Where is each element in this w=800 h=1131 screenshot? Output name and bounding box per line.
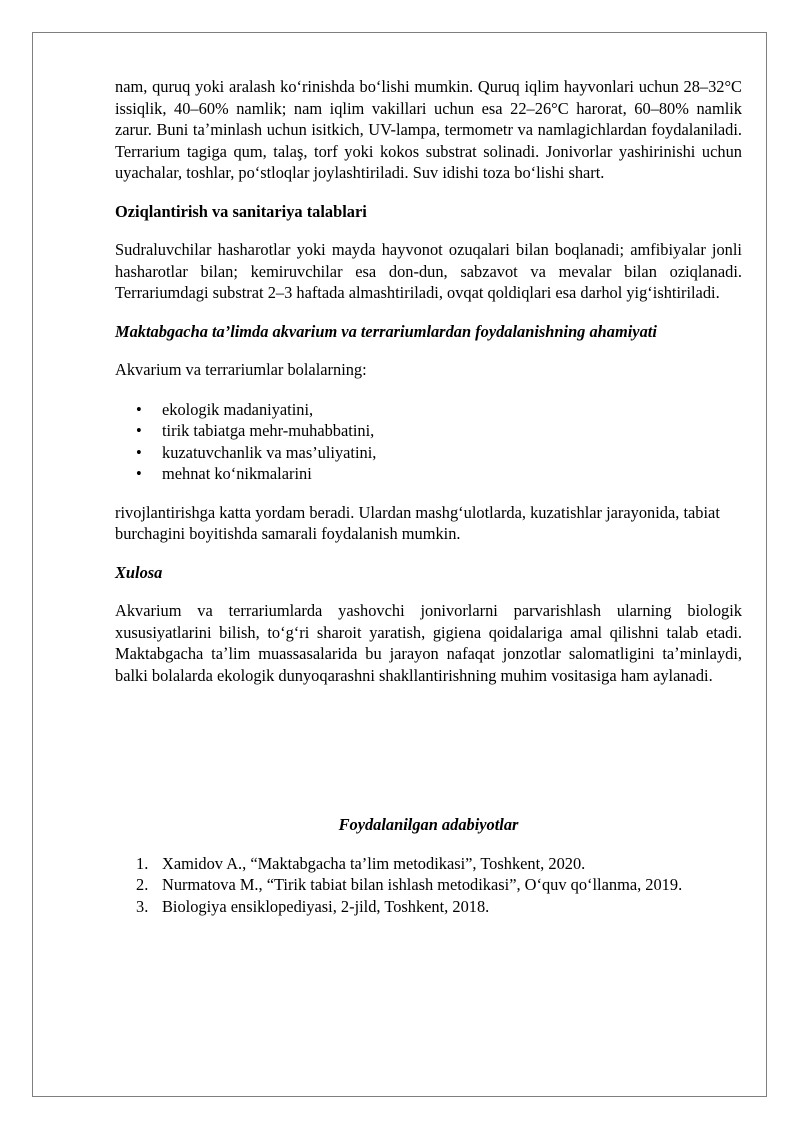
section-heading-importance: Maktabgacha ta’limda akvarium va terrariumlardan foydalanishning ahamiyati [115,321,657,341]
reference-text: Nurmatova M., “Tirik tabiat bilan ishlash metodikasi”, Oʻquv qoʻllanma, 2019. [162,875,683,894]
reference-number: 3. [136,896,149,916]
reference-text: Biologiya ensiklopediyasi, 2-jild, Toshkent, 2018. [162,896,490,916]
reference-item [136,853,742,875]
section-heading-feeding: Oziqlantirish va sanitariya talablari [115,201,367,221]
intro-paragraph: nam, quruq yoki aralash koʻrinishda boʻlishi mumkin. Quruq iqlim hayvonlari uchun 28–32°C issiqlik, 40–60% namlik; nam iqlim vakillari uchun esa 22–26°C harorat, 60–80% namlik zarur. Buni taʼminlash uchun isitkich, UV-lampa, termometr va namlagichlardan foydalaniladi. Terrarium tagiga qum, talaş, torf yoki kokos substrat solinadi. Jonivorlar yashirinishi uchun uyachalar, toshlar, poʻstloqlar joylashtiriladi. Suv idishi toza boʻlishi shart. [115,77,742,182]
list-item: • ekologik madaniyatini, [162,399,742,421]
list-item: • kuzatuvchanlik va mas’uliyatini, [162,442,742,464]
reference-item [136,874,742,896]
reference-text: Xamidov A., “Maktabgacha ta’lim metodikasi”, Toshkent, 2020. [162,853,586,873]
reference-number: 2. [136,875,149,894]
importance-lead: Akvarium va terrariumlar bolalarning: [115,360,367,379]
document-body [115,76,742,917]
blank-space [115,686,742,814]
references-title: Foydalanilgan adabiyotlar [338,815,519,834]
importance-closing: rivojlantirishga katta yordam beradi. Ulardan mashgʻulotlarda, kuzatishlar jarayonida, tabiat burchagini boyitishda samarali foydalanish mumkin. [115,502,720,543]
importance-list [115,399,742,485]
reference-item [136,896,742,918]
references-list [115,853,742,918]
list-item: • mehnat koʻnikmalarini [162,463,742,485]
conclusion-heading: Xulosa [115,562,163,582]
conclusion-paragraph: Akvarium va terrariumlarda yashovchi jonivorlarni parvarishlash ularning biologik xususiyatlarini bilish, toʻgʻri sharoit yaratish, gigiena qoidalariga amal qilishni talab etadi. Maktabgacha taʼlim muassasalarida bu jarayon nafaqat jonzotlar salomatligini taʼminlaydi, balki bolalarda ekologik dunyoqarashni shakllantirishning muhim vositasiga ham aylanadi. [115,601,742,685]
list-item: • tirik tabiatga mehr-muhabbatini, [162,420,742,442]
reference-number: 1. [136,853,149,873]
feeding-paragraph: Sudraluvchilar hasharotlar yoki mayda hayvonot ozuqalari bilan boqlanadi; amfibiyalar jonli hasharotlar bilan; kemiruvchilar esa don-dun, sabzavot va mevalar bilan oziqlanadi. Terrariumdagi substrat 2–3 haftada almashtiriladi, ovqat qoldiqlari esa darhol yigʻishtiriladi. [115,240,742,302]
